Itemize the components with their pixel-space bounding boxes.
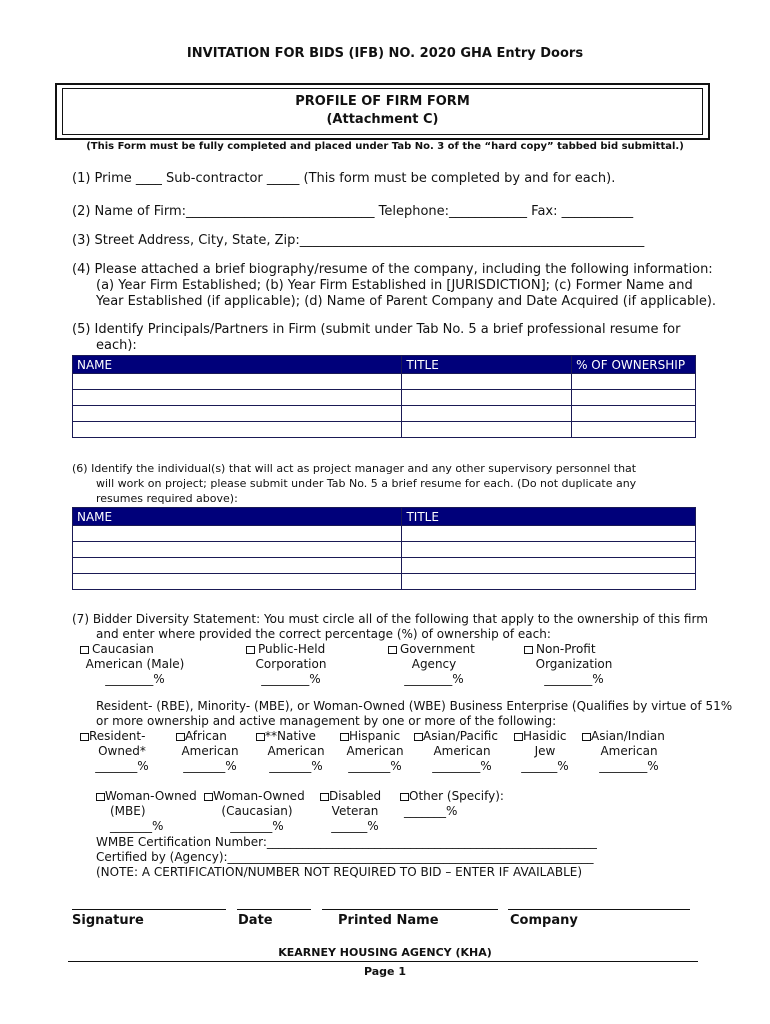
principal-title-cell[interactable] [402,406,572,422]
diversity-asian-indian-american [582,729,676,774]
principals-table [72,355,696,438]
diversity-option-label: Jew [534,744,556,758]
diversity-option-line [582,729,676,744]
diversity-option-label: Woman-Owned [105,789,197,803]
checkbox[interactable] [204,793,213,801]
form-subtitle: (Attachment C) [326,112,439,127]
certification-note: (NOTE: A CERTIFICATION/NUMBER NOT REQUIRED TO BID – ENTER IF AVAILABLE) [96,865,583,879]
table-row [73,558,696,574]
printed-name-label: Printed Name [338,913,439,928]
percent-blank[interactable]: _______% [183,759,237,773]
diversity-option-line [400,789,510,804]
diversity-native-american [256,729,336,774]
document-title: INVITATION FOR BIDS (IFB) NO. 2020 GHA Entry Doors [186,46,584,61]
checkbox[interactable] [246,646,255,654]
diversity-option-line [204,789,310,804]
percent-blank[interactable]: ________% [404,672,464,686]
table-row [73,374,696,390]
form-title-box [62,88,703,135]
signature-label: Signature [72,913,144,928]
percent-blank[interactable]: ________% [105,672,165,686]
diversity-option-label: American [600,744,658,758]
diversity-option-label: Hasidic [523,729,567,743]
supervisor-name-cell[interactable] [73,558,402,574]
table-header-row [73,508,696,526]
footer-divider [68,961,698,962]
percent-blank[interactable]: _______% [269,759,323,773]
percent-blank[interactable]: ________% [599,759,659,773]
diversity-option-label: **Native [265,729,316,743]
diversity-option-label: Non-Profit [536,642,596,656]
checkbox[interactable] [524,646,533,654]
column-header-name: NAME [73,508,402,526]
checkbox[interactable] [176,733,185,741]
diversity-option-line [414,729,510,744]
table-header-row [73,356,696,374]
diversity-option-label: Veteran [331,804,379,818]
diversity-option-label: American [181,744,239,758]
diversity-disabled-veteran [320,789,390,834]
diversity-non-profit [524,642,624,687]
percent-blank[interactable]: ______% [331,819,379,833]
item-6-line-3: resumes required above): [96,492,238,505]
supervisor-title-cell[interactable] [402,526,696,542]
item-6-line-2: will work on project; please submit under Tab No. 5 a brief resume for each. (Do not duplicate any [96,477,637,490]
diversity-hispanic-american [340,729,410,774]
diversity-caucasian [80,642,190,687]
footer-agency: KEARNEY HOUSING AGENCY (KHA) [278,946,492,959]
diversity-option-line [80,729,164,744]
diversity-option-line [340,729,410,744]
diversity-option-line [524,642,624,657]
diversity-public-held [246,642,336,687]
supervisor-title-cell[interactable] [402,574,696,590]
diversity-option-label: American (Male) [85,657,185,671]
principal-name-cell[interactable] [73,406,402,422]
checkbox[interactable] [320,793,329,801]
table-row [73,526,696,542]
diversity-option-label: American [433,744,491,758]
supervisor-title-cell[interactable] [402,542,696,558]
date-line[interactable] [237,909,311,910]
diversity-option-line [320,789,390,804]
checkbox[interactable] [80,646,89,654]
supervisor-name-cell[interactable] [73,574,402,590]
percent-blank[interactable]: _______% [404,804,458,818]
item-2-name-phone-fax: (2) Name of Firm:_____________________________ Telephone:____________ Fax: ___________ [72,204,634,219]
instruction-note: (This Form must be fully completed and placed under Tab No. 3 of the “hard copy” tabbed bid submittal.) [86,141,684,152]
table-row [73,422,696,438]
date-label: Date [238,913,273,928]
diversity-option-label: Caucasian [92,642,154,656]
item-5-line-1: (5) Identify Principals/Partners in Firm (submit under Tab No. 5 a brief professional resume for [72,322,681,337]
table-row [73,542,696,558]
principal-ownership-cell[interactable] [572,374,696,390]
supervisor-title-cell[interactable] [402,558,696,574]
diversity-option-label: American [267,744,325,758]
diversity-option-label: African [185,729,227,743]
table-row [73,406,696,422]
diversity-option-label: (MBE) [110,804,146,818]
diversity-option-label: Government [400,642,475,656]
supervisory-table [72,507,696,590]
column-header-name: NAME [73,356,402,374]
supervisor-name-cell[interactable] [73,542,402,558]
certified-by-field[interactable]: Certified by (Agency):_____________________________________________________________ [96,850,594,864]
signature-line[interactable] [72,909,226,910]
column-header-title: TITLE [402,356,572,374]
checkbox[interactable] [514,733,523,741]
table-row [73,574,696,590]
checkbox[interactable] [388,646,397,654]
enterprise-line-1: Resident- (RBE), Minority- (MBE), or Woman-Owned (WBE) Business Enterprise (Qualifies by virtue of 51% [96,699,733,713]
diversity-option-line [514,729,576,744]
item-5-line-2: each): [96,338,137,353]
diversity-option-line [96,789,200,804]
principal-ownership-cell[interactable] [572,390,696,406]
principal-title-cell[interactable] [402,390,572,406]
item-1-prime-sub: (1) Prime ____ Sub-contractor _____ (This form must be completed by and for each). [72,171,616,186]
diversity-woman-owned-caucasian [204,789,310,834]
column-header-title: TITLE [402,508,696,526]
diversity-asian-pacific-american [414,729,510,774]
column-header-ownership: % OF OWNERSHIP [572,356,696,374]
diversity-african-american [176,729,244,774]
checkbox[interactable] [340,733,349,741]
diversity-option-label: Asian/Pacific [423,729,498,743]
diversity-option-label: Public-Held [258,642,326,656]
diversity-option-label: Corporation [255,657,327,671]
percent-blank[interactable]: _______% [230,819,284,833]
diversity-option-label: Resident- [89,729,146,743]
item-4-line-3: Year Established (if applicable); (d) Name of Parent Company and Date Acquired (if applicable). [96,294,717,309]
diversity-government [388,642,480,687]
checkbox[interactable] [400,793,409,801]
diversity-option-label: Woman-Owned [213,789,305,803]
item-3-address: (3) Street Address, City, State, Zip:_____________________________________________________ [72,233,645,248]
item-4-line-1: (4) Please attached a brief biography/resume of the company, including the following information: [72,262,713,277]
table-row [73,390,696,406]
percent-blank[interactable]: _______% [110,819,164,833]
diversity-option-line [246,642,336,657]
percent-blank[interactable]: ______% [521,759,569,773]
diversity-option-label: Other (Specify): [409,789,504,803]
principal-ownership-cell[interactable] [572,422,696,438]
percent-blank[interactable]: ________% [544,672,604,686]
checkbox[interactable] [80,733,89,741]
percent-blank[interactable]: _______% [95,759,149,773]
percent-blank[interactable]: _______% [348,759,402,773]
diversity-option-label: Agency [411,657,457,671]
diversity-option-label: Organization [535,657,613,671]
diversity-option-label: Owned* [98,744,146,758]
item-7-line-1: (7) Bidder Diversity Statement: You must circle all of the following that apply to the ownership of this firm [72,612,708,626]
diversity-other-specify [400,789,510,819]
diversity-hasidic-jew [514,729,576,774]
diversity-option-line [80,642,190,657]
diversity-option-label: American [346,744,404,758]
diversity-option-line [388,642,480,657]
diversity-option-line [176,729,244,744]
item-7-line-2: and enter where provided the correct percentage (%) of ownership of each: [96,627,551,641]
company-label: Company [510,913,578,928]
form-title: PROFILE OF FIRM FORM [295,94,470,109]
printed-name-line[interactable] [322,909,498,910]
principal-ownership-cell[interactable] [572,406,696,422]
principal-name-cell[interactable] [73,374,402,390]
diversity-option-line [256,729,336,744]
checkbox[interactable] [582,733,591,741]
checkbox[interactable] [414,733,423,741]
percent-blank[interactable]: ________% [261,672,321,686]
item-4-line-2: (a) Year Firm Established; (b) Year Firm Established in [JURISDICTION]; (c) Former Name and [96,278,693,293]
diversity-option-label: Asian/Indian [591,729,665,743]
wmbe-certification-field[interactable]: WMBE Certification Number:_______________________________________________________ [96,835,597,849]
checkbox[interactable] [96,793,105,801]
page-number: Page 1 [363,965,406,978]
enterprise-line-2: or more ownership and active management by one or more of the following: [96,714,557,728]
diversity-option-label: Hispanic [349,729,401,743]
diversity-option-label: (Caucasian) [221,804,293,818]
principal-title-cell[interactable] [402,374,572,390]
diversity-woman-owned-mbe [96,789,200,834]
principal-name-cell[interactable] [73,390,402,406]
diversity-option-label: Disabled [329,789,382,803]
company-line[interactable] [508,909,690,910]
principal-name-cell[interactable] [73,422,402,438]
checkbox[interactable] [256,733,265,741]
supervisor-name-cell[interactable] [73,526,402,542]
principal-title-cell[interactable] [402,422,572,438]
percent-blank[interactable]: ________% [432,759,492,773]
diversity-resident-owned [80,729,164,774]
item-6-line-1: (6) Identify the individual(s) that will act as project manager and any other supervisory personnel that [72,462,637,475]
